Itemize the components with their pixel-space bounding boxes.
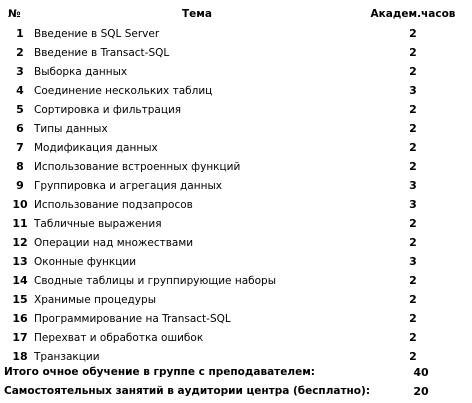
table-row: [6, 290, 466, 309]
table-row: [6, 271, 466, 290]
table-row: [6, 81, 466, 100]
row-hours: 2: [409, 274, 417, 287]
row-topic: Типы данных: [34, 122, 108, 135]
row-topic: Сортировка и фильтрация: [34, 103, 182, 116]
row-hours: 3: [409, 84, 417, 97]
table-body: [6, 24, 466, 366]
row-topic: Введение в SQL Server: [34, 27, 160, 40]
row-topic: Хранимые процедуры: [34, 293, 156, 306]
row-number: 14: [12, 274, 28, 287]
row-topic: Использование встроенных функций: [34, 160, 241, 173]
row-topic: Программирование на Transact-SQL: [34, 312, 231, 325]
row-number: 7: [16, 141, 24, 154]
row-number: 8: [16, 160, 24, 173]
header-number: №: [8, 8, 21, 20]
row-number: 4: [16, 84, 24, 97]
table-row: [6, 100, 466, 119]
row-hours: 3: [409, 255, 417, 268]
row-number: 16: [12, 312, 28, 325]
row-topic: Операции над множествами: [34, 236, 194, 249]
row-hours: 2: [409, 27, 417, 40]
row-topic: Модификация данных: [34, 141, 158, 154]
row-topic: Использование подзапросов: [34, 198, 193, 211]
total-row-classroom: [4, 363, 464, 382]
row-number: 18: [12, 350, 28, 363]
table-row: [6, 138, 466, 157]
row-number: 1: [16, 27, 24, 40]
header-hours: Академ.часов: [370, 8, 456, 20]
table-row: [6, 328, 466, 347]
row-number: 10: [12, 198, 28, 211]
row-topic: Введение в Transact-SQL: [34, 46, 170, 59]
row-number: 5: [16, 103, 24, 116]
row-hours: 2: [409, 312, 417, 325]
row-hours: 2: [409, 350, 417, 363]
row-number: 9: [16, 179, 24, 192]
table-row: [6, 252, 466, 271]
row-topic: Соединение нескольких таблиц: [34, 84, 213, 97]
row-hours: 2: [409, 122, 417, 135]
row-topic: Перехват и обработка ошибок: [34, 331, 204, 344]
table-header-row: [6, 4, 466, 24]
total-value: 40: [413, 366, 429, 379]
row-topic: Группировка и агрегация данных: [34, 179, 222, 192]
row-hours: 3: [409, 198, 417, 211]
row-topic: Табличные выражения: [34, 217, 162, 230]
total-row-self-study: [4, 382, 464, 401]
row-hours: 2: [409, 46, 417, 59]
table-row: [6, 195, 466, 214]
row-number: 6: [16, 122, 24, 135]
total-label: Самостоятельных занятий в аудитории центра (бесплатно):: [4, 385, 371, 397]
table-row: [6, 309, 466, 328]
table-row: [6, 157, 466, 176]
row-number: 2: [16, 46, 24, 59]
row-topic: Транзакции: [34, 350, 100, 363]
row-hours: 2: [409, 65, 417, 78]
row-number: 17: [12, 331, 28, 344]
course-topics-table: [6, 4, 466, 366]
row-topic: Выборка данных: [34, 65, 128, 78]
row-hours: 2: [409, 236, 417, 249]
total-value: 20: [413, 385, 429, 398]
row-hours: 2: [409, 331, 417, 344]
header-topic: Тема: [182, 8, 212, 20]
row-hours: 2: [409, 141, 417, 154]
row-topic: Оконные функции: [34, 255, 137, 268]
row-hours: 2: [409, 103, 417, 116]
table-row: [6, 62, 466, 81]
row-topic: Сводные таблицы и группирующие наборы: [34, 274, 276, 287]
table-row: [6, 119, 466, 138]
total-label: Итого очное обучение в группе с преподавателем:: [4, 366, 315, 378]
table-row: [6, 43, 466, 62]
row-hours: 2: [409, 293, 417, 306]
row-hours: 2: [409, 217, 417, 230]
row-hours: 2: [409, 160, 417, 173]
row-number: 11: [12, 217, 28, 230]
row-number: 13: [12, 255, 28, 268]
row-hours: 3: [409, 179, 417, 192]
row-number: 3: [16, 65, 24, 78]
table-row: [6, 233, 466, 252]
table-row: [6, 214, 466, 233]
row-number: 12: [12, 236, 28, 249]
table-row: [6, 176, 466, 195]
row-number: 15: [12, 293, 28, 306]
table-row: [6, 24, 466, 43]
